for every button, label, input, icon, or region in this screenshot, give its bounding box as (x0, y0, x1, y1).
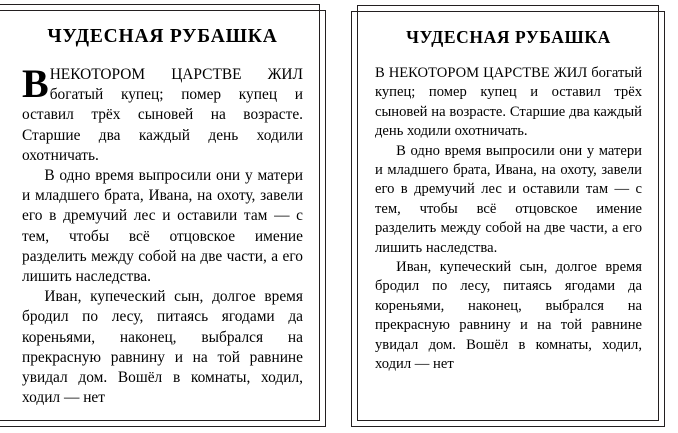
text-column-left (22, 0, 303, 433)
paragraph (22, 61, 303, 166)
text-column-right (375, 0, 642, 433)
paragraph: Иван, купеческий сын, долгое время бродил по лесу, питаясь ягодами да кореньями, наконец, выбрался на прекрасную равнину и на той равнине увидал дом. Вошёл в комнаты, ходил, ходил — нет (22, 288, 303, 407)
story-title: ЧУДЕСНАЯ РУБАШКА (47, 26, 278, 47)
paragraph (375, 64, 642, 142)
opening-small-caps: В НЕКОТОРОМ ЦАРСТВЕ ЖИЛ (375, 65, 588, 81)
paragraph: Иван, купеческий сын, долгое время бродил по лесу, питаясь ягодами да кореньями, наконец, выбрался на прекрасную равнину и на той равнине увидал дом. Вошёл в комнаты, ходил, ходил — нет (375, 259, 642, 373)
story-title: ЧУДЕСНАЯ РУБАШКА (406, 27, 611, 47)
page-right (339, 0, 678, 433)
paragraph: В одно время выпросили они у матери и младшего брата, Ивана, на охоту, завели его в дремучий лес и оставили там — с тем, чтобы всё отцовское имение разделить между собой на две части, а его лишить наследства. (375, 142, 642, 256)
story-body-right (375, 64, 642, 375)
opening-small-caps: НЕКОТОРОМ ЦАРСТВЕ ЖИЛ (49, 66, 303, 83)
paragraph-text: богатый купец; помер купец и оставил трёх сыновей на возрасте. Старшие два каждый день ходили охотничать. (375, 65, 643, 140)
drop-cap: В (22, 61, 49, 106)
story-body-left (22, 61, 303, 408)
paragraph: В одно время выпросили они у матери и младшего брата, Ивана, на охоту, завели его в дремучий лес и оставили там — с тем, чтобы всё отцовское имение разделить между собой на две части, а его лишить наследства. (22, 167, 303, 286)
paragraph-text: богатый купец; помер купец и оставил трёх сыновей на возрасте. Старшие два каждый день ходили охотничать. (22, 86, 303, 164)
